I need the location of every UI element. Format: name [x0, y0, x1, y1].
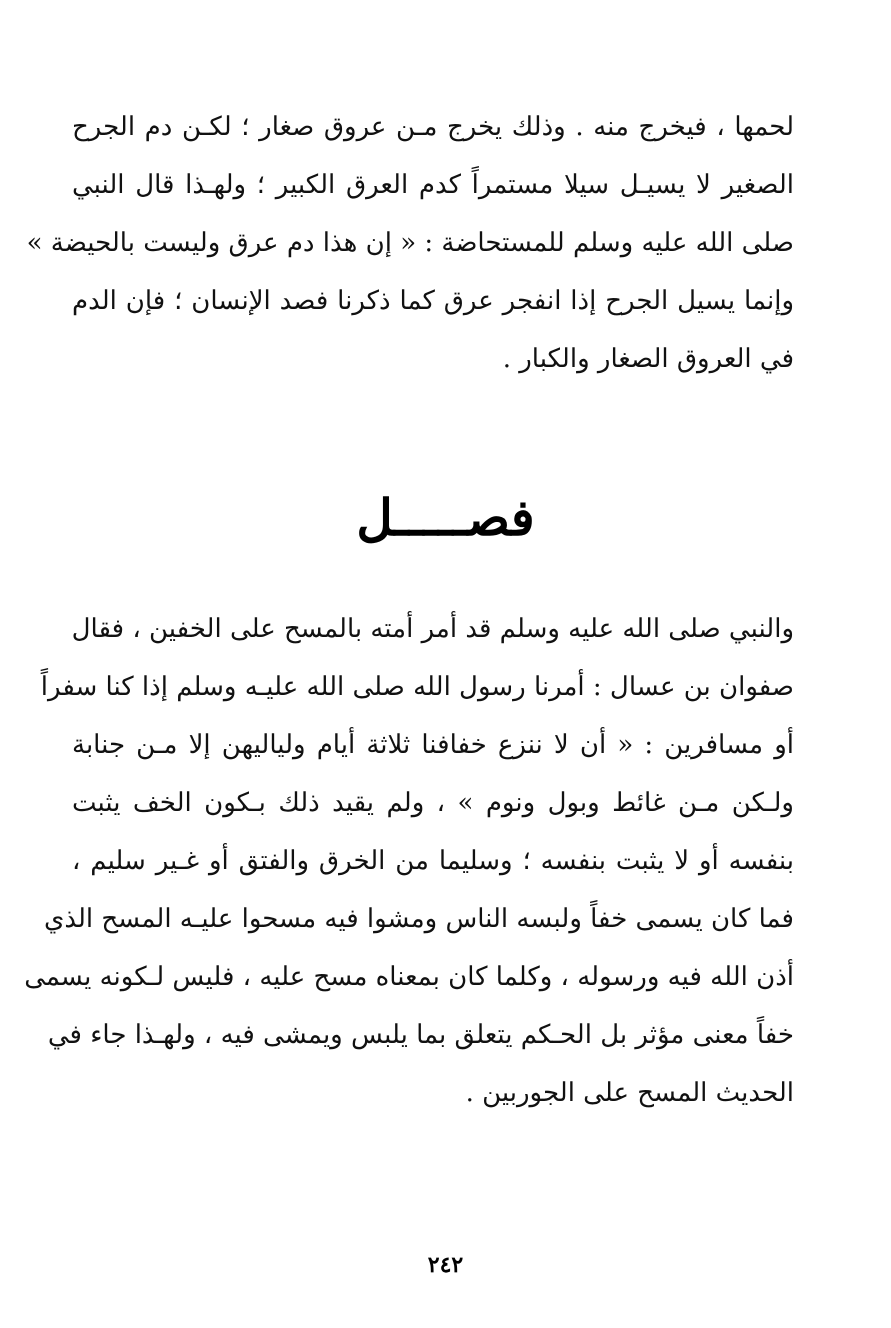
text-line: لحمها ، فيخرج منه . وذلك يخرج مـن عروق صغار ؛ لكـن دم الجرح: [72, 112, 794, 142]
text-line: والنبي صلى الله عليه وسلم قد أمر أمته بالمسح على الخفين ، فقال: [71, 614, 794, 644]
text-line: صفوان بن عسال : أمرنا رسول الله صلى الله عليـه وسلم إذا كنا سفراً: [40, 672, 794, 702]
text-line: الصغير لا يسيـل سيلا مستمراً كدم العرق الكبير ؛ ولهـذا قال النبي: [72, 170, 794, 200]
paragraph-1: [26, 98, 794, 388]
text-line: أو مسافرين : « أن لا ننزع خفافنا ثلاثة أيام ولياليهن إلا مـن جنابة: [72, 730, 794, 760]
text-line: ولـكن مـن غائط وبول ونوم » ، ولم يقيد ذلك بـكون الخف يثبت: [72, 788, 794, 818]
paragraph-2: [24, 600, 794, 1122]
text-line: في العروق الصغار والكبار .: [502, 344, 794, 374]
text-line: أذن الله فيه ورسوله ، وكلما كان بمعناه مسح عليه ، فليس لـكونه يسمى: [24, 962, 794, 992]
text-line: وإنما يسيل الجرح إذا انفجر عرق كما ذكرنا فصد الإنسان ؛ فإن الدم: [72, 286, 794, 316]
text-line: الحديث المسح على الجوربين .: [465, 1078, 794, 1108]
page-number: ٢٤٢: [427, 1252, 464, 1278]
text-line: فما كان يسمى خفاً ولبسه الناس ومشوا فيه مسحوا عليـه المسح الذي: [43, 904, 794, 934]
text-line: صلى الله عليه وسلم للمستحاضة : « إن هذا دم عرق وليست بالحيضة »: [26, 228, 794, 258]
text-line: بنفسه أو لا يثبت بنفسه ؛ وسليما من الخرق والفتق أو غـير سليم ،: [72, 846, 794, 876]
section-heading: فصـــــل: [356, 488, 535, 547]
text-line: خفاً معنى مؤثر بل الحـكم يتعلق بما يلبس ويمشى فيه ، ولهـذا جاء في: [47, 1020, 794, 1050]
